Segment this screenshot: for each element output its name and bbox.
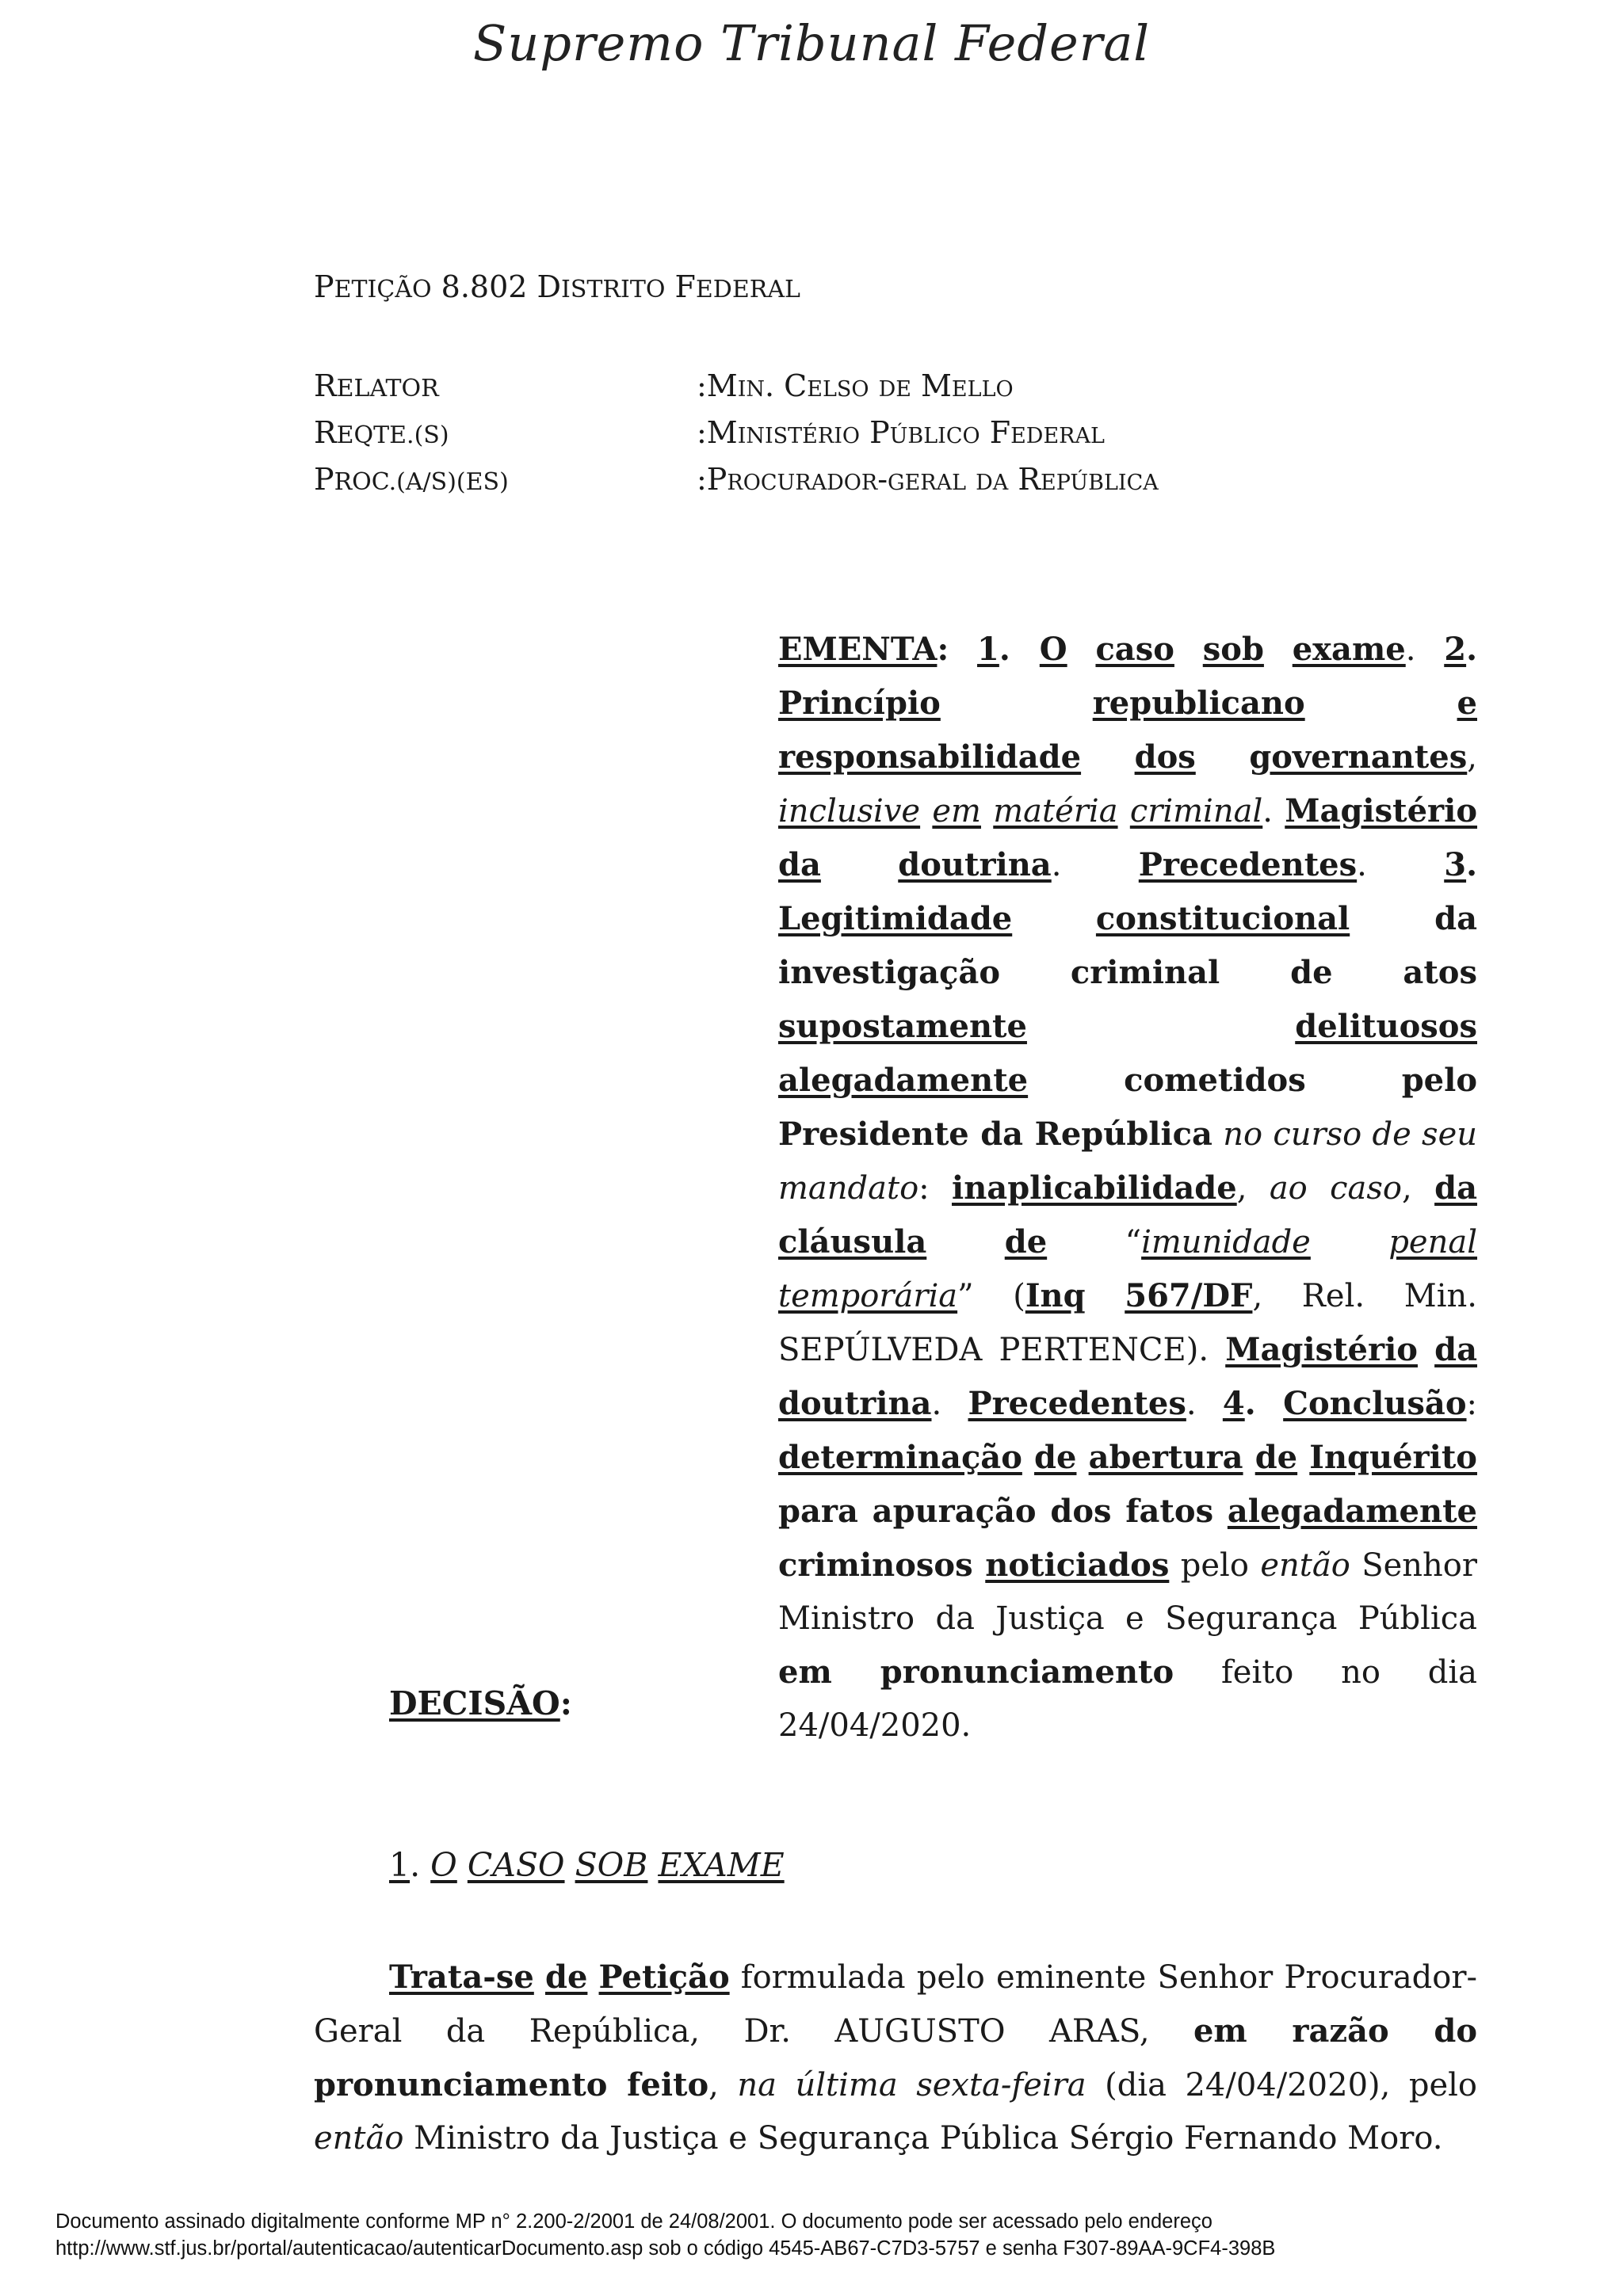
case-title-part: P bbox=[314, 269, 334, 304]
case-title-part: F bbox=[665, 269, 696, 304]
ementa-text bbox=[1477, 1224, 1487, 1261]
ementa-phrase: criminal bbox=[1129, 793, 1263, 830]
reqte-label bbox=[314, 415, 449, 450]
ementa-phrase: Precedentes bbox=[1138, 846, 1358, 883]
decisao-label: DECISÃO bbox=[389, 1684, 560, 1722]
ementa-phrase: determinação bbox=[778, 1439, 1022, 1476]
ementa-text: , Rel. Min. SEPÚLVEDA PERTENCE). bbox=[778, 1278, 1487, 1368]
body-text: então bbox=[314, 2120, 404, 2157]
ementa-text bbox=[1297, 1440, 1309, 1476]
ementa-phrase: doutrina bbox=[898, 846, 1052, 883]
ementa-text bbox=[1076, 1440, 1088, 1476]
ementa-text bbox=[821, 847, 898, 883]
ementa-text: : bbox=[937, 631, 949, 668]
section-word: SOB bbox=[575, 1846, 648, 1884]
ementa-text: . bbox=[1405, 631, 1445, 668]
ementa-text bbox=[920, 793, 932, 830]
ementa-text: criminosos bbox=[778, 1493, 1488, 1584]
body-phrase: Petição bbox=[598, 1958, 730, 1996]
ementa-num: 4 bbox=[1222, 1385, 1245, 1422]
ementa-text bbox=[1086, 1278, 1125, 1314]
ementa-phrase: e bbox=[1457, 685, 1477, 722]
case-title-part: EDERAL bbox=[695, 276, 800, 303]
ementa-text: . bbox=[1051, 847, 1139, 883]
ementa-phrase: noticiados bbox=[985, 1547, 1170, 1584]
ementa-text bbox=[1477, 685, 1487, 722]
ementa-phrase: da bbox=[778, 846, 821, 883]
ementa-phrase: inaplicabilidade bbox=[952, 1169, 1237, 1207]
ementa-phrase: Legitimidade bbox=[778, 900, 1013, 937]
ementa-label: EMENTA bbox=[778, 631, 938, 668]
ementa-text: então bbox=[1260, 1547, 1350, 1584]
ementa-text: . bbox=[1262, 793, 1285, 830]
ementa-text bbox=[1212, 1116, 1223, 1153]
ementa-phrase: Magistério bbox=[1285, 792, 1478, 830]
ementa-text: : bbox=[1466, 1386, 1487, 1422]
section-number: 1 bbox=[389, 1846, 411, 1884]
ementa-phrase: da bbox=[1434, 1331, 1478, 1368]
ementa-text: . bbox=[1466, 631, 1488, 668]
ementa-phrase: constitucional bbox=[1095, 900, 1350, 937]
section-space bbox=[565, 1846, 575, 1884]
ementa-text: da investigação criminal de atos bbox=[778, 900, 1488, 991]
ementa-text bbox=[1174, 631, 1203, 668]
ementa-text: “ bbox=[1047, 1224, 1142, 1261]
ementa-text: . bbox=[1244, 1385, 1284, 1422]
ementa-phrase: Princípio bbox=[778, 685, 941, 722]
ementa-text bbox=[1477, 1009, 1487, 1045]
ementa-text bbox=[1081, 739, 1135, 776]
label-initial: P bbox=[314, 462, 334, 497]
ementa-text bbox=[1027, 1009, 1295, 1045]
section-word: O bbox=[430, 1846, 457, 1884]
ementa-text bbox=[1196, 739, 1250, 776]
ementa-text bbox=[1477, 1332, 1487, 1368]
footer-line-2: http://www.stf.jus.br/portal/autenticacao/autenticarDocumento.asp sob o código 4545-AB67-C7D3-5757 e senha F307-89AA-9CF4-398B bbox=[55, 2237, 1276, 2260]
body-phrase: de bbox=[544, 1958, 588, 1996]
ementa-phrase: Inquérito bbox=[1309, 1439, 1477, 1476]
body-phrase: Trata-se bbox=[389, 1958, 534, 1996]
label-initial: R bbox=[314, 368, 337, 403]
label-rest: ELATOR bbox=[336, 375, 439, 402]
ementa-text: cometidos pelo Presidente da República bbox=[778, 1062, 1488, 1153]
ementa-text: feito no dia 24/04/2020. bbox=[778, 1654, 1487, 1744]
case-title bbox=[314, 269, 800, 304]
body-text: (dia 24/04/2020), pelo bbox=[1086, 2067, 1487, 2103]
body-text: , bbox=[708, 2067, 738, 2103]
ementa-text bbox=[941, 685, 1093, 722]
ementa-text bbox=[1477, 793, 1487, 830]
ementa-block bbox=[778, 623, 1488, 1753]
case-title-part: ISTRITO bbox=[560, 276, 666, 303]
ementa-phrase: Conclusão bbox=[1283, 1385, 1467, 1422]
ementa-phrase: supostamente bbox=[778, 1008, 1027, 1045]
ementa-phrase: responsabilidade bbox=[778, 738, 1082, 776]
ementa-phrase: inclusive bbox=[778, 793, 921, 830]
ementa-text: . bbox=[1186, 1386, 1223, 1422]
ementa-phrase: sob bbox=[1202, 631, 1264, 668]
ementa-phrase: delituosos bbox=[1295, 1008, 1477, 1045]
ementa-phrase: abertura bbox=[1088, 1439, 1243, 1476]
ementa-text bbox=[1264, 631, 1293, 668]
ementa-text: . bbox=[931, 1386, 968, 1422]
ementa-text bbox=[1305, 685, 1457, 722]
ementa-phrase: de bbox=[1254, 1439, 1298, 1476]
relator-label bbox=[314, 368, 439, 403]
label-rest: ROC.(A/S)(ES) bbox=[334, 468, 509, 496]
ementa-text bbox=[1118, 793, 1130, 830]
ementa-phrase: alegadamente bbox=[1227, 1493, 1477, 1530]
ementa-text bbox=[1477, 1170, 1487, 1207]
ementa-phrase: exame bbox=[1292, 631, 1406, 668]
ementa-phrase: alegadamente bbox=[778, 1062, 1029, 1099]
ementa-phrase: republicano bbox=[1092, 685, 1305, 722]
ementa-text: , bbox=[1401, 1170, 1435, 1207]
ementa-text: no curso de seu mandato bbox=[778, 1116, 1478, 1207]
ementa-num: 1 bbox=[977, 631, 999, 668]
ementa-phrase: de bbox=[1034, 1439, 1077, 1476]
ementa-text: , bbox=[1467, 739, 1487, 776]
body-text bbox=[534, 1959, 545, 1996]
ementa-phrase: Inq bbox=[1025, 1277, 1086, 1314]
body-paragraph-1 bbox=[314, 1951, 1487, 2165]
proc-value: :Procurador-geral da República bbox=[697, 462, 1159, 497]
ementa-phrase: em bbox=[932, 793, 981, 830]
ementa-text: , bbox=[1236, 1170, 1270, 1207]
ementa-phrase: Precedentes bbox=[968, 1385, 1186, 1422]
ementa-phrase: da bbox=[1434, 1169, 1477, 1207]
body-text: formulada pelo eminente Senhor Procurador-Geral da República, Dr. AUGUSTO ARAS, bbox=[314, 1959, 1478, 2050]
ementa-text bbox=[1012, 901, 1096, 937]
ementa-phrase: dos bbox=[1134, 738, 1196, 776]
section-dot: . bbox=[410, 1846, 431, 1884]
relator-value: :Min. Celso de Mello bbox=[697, 368, 1014, 403]
ementa-text bbox=[1067, 631, 1096, 668]
decisao-colon: : bbox=[559, 1684, 572, 1722]
ementa-text bbox=[1418, 1332, 1434, 1368]
footer-line-1: Documento assinado digitalmente conforme MP n° 2.200-2/2001 de 24/08/2001. O documento pode ser acessado pelo endereço bbox=[55, 2210, 1212, 2233]
ementa-text: Senhor Ministro da Justiça e Segurança Pública bbox=[778, 1547, 1487, 1637]
body-text: na última sexta-feira bbox=[737, 2067, 1086, 2103]
ementa-text: em pronunciamento bbox=[778, 1653, 1174, 1691]
decisao-heading bbox=[389, 1684, 572, 1722]
court-header-title: Supremo Tribunal Federal bbox=[472, 14, 1151, 72]
section-word: CASO bbox=[467, 1846, 565, 1884]
case-title-part: ETIÇÃO bbox=[334, 276, 432, 303]
body-text: em razão do pronunciamento feito bbox=[314, 2012, 1477, 2103]
section-heading-1 bbox=[389, 1846, 785, 1884]
ementa-phrase: temporária bbox=[778, 1278, 958, 1314]
ementa-text: ” ( bbox=[957, 1278, 1025, 1314]
ementa-phrase: Magistério bbox=[1225, 1331, 1418, 1368]
ementa-phrase: O bbox=[1039, 631, 1067, 668]
ementa-num: 2 bbox=[1444, 631, 1467, 668]
ementa-text bbox=[1311, 1224, 1388, 1261]
ementa-phrase: de bbox=[1004, 1223, 1048, 1261]
ementa-phrase: 567/DF bbox=[1125, 1277, 1253, 1314]
ementa-text: para apuração dos fatos bbox=[778, 1439, 1488, 1530]
ementa-phrase: caso bbox=[1095, 631, 1174, 668]
body-text bbox=[587, 1959, 598, 1996]
ementa-text: ao caso bbox=[1269, 1170, 1402, 1207]
section-word: EXAME bbox=[658, 1846, 785, 1884]
body-text: Ministro da Justiça e Segurança Pública Sérgio Fernando Moro. bbox=[403, 2120, 1443, 2157]
ementa-text: . bbox=[999, 631, 1040, 668]
label-initial: R bbox=[314, 415, 337, 450]
ementa-text bbox=[1022, 1440, 1034, 1476]
ementa-text bbox=[926, 1224, 1004, 1261]
ementa-phrase: governantes bbox=[1249, 738, 1468, 776]
section-space bbox=[457, 1846, 468, 1884]
ementa-text: . bbox=[1357, 847, 1445, 883]
reqte-value: :Ministério Público Federal bbox=[697, 415, 1105, 450]
case-title-part: 8.802 D bbox=[431, 269, 561, 304]
ementa-text: . bbox=[1466, 846, 1488, 883]
ementa-phrase: doutrina bbox=[778, 1385, 932, 1422]
ementa-num: 3 bbox=[1444, 846, 1467, 883]
ementa-text: pelo bbox=[1169, 1547, 1261, 1584]
label-rest: EQTE.(S) bbox=[336, 421, 449, 449]
digital-signature-footer bbox=[55, 2208, 1561, 2262]
section-space bbox=[647, 1846, 658, 1884]
ementa-phrase: cláusula bbox=[778, 1223, 927, 1261]
ementa-phrase: imunidade bbox=[1141, 1224, 1311, 1261]
ementa-text: : bbox=[918, 1170, 953, 1207]
ementa-text bbox=[1243, 1440, 1255, 1476]
proc-label bbox=[314, 462, 509, 497]
ementa-phrase: matéria bbox=[993, 793, 1118, 830]
ementa-text bbox=[981, 793, 993, 830]
ementa-phrase: penal bbox=[1388, 1224, 1478, 1261]
